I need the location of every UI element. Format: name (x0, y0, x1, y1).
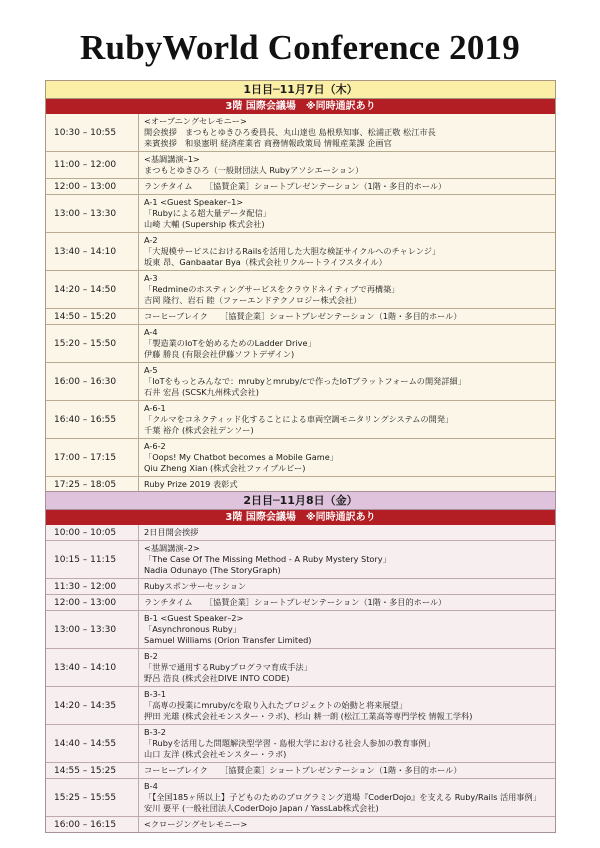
session-line: 「Oops! My Chatbot becomes a Mobile Game」 (144, 452, 338, 462)
session-details (139, 687, 555, 724)
session-line: コーヒーブレイク ［協賛企業］ショートプレゼンテーション（1階・多目的ホール） (144, 765, 462, 775)
time-slot: 16:00 – 16:30 (46, 363, 139, 400)
schedule-row (46, 578, 555, 594)
session-details (139, 309, 555, 324)
session-details (139, 817, 555, 832)
session-details (139, 595, 555, 610)
session-line: 石井 宏昌 (SCSK九州株式会社) (144, 387, 259, 397)
session-line: <オープニングセレモニー> (144, 116, 247, 126)
session-line: 「製造業のIoTを始めるためのLadder Drive」 (144, 338, 316, 348)
time-slot: 11:30 – 12:00 (46, 579, 139, 594)
schedule-row (46, 438, 555, 476)
session-line: Samuel Williams (Orion Transfer Limited) (144, 635, 312, 645)
session-line: <基調講演–1> (144, 154, 200, 164)
schedule-row (46, 114, 555, 151)
session-line: B-3-1 (144, 689, 166, 699)
time-slot: 14:50 – 15:20 (46, 309, 139, 324)
schedule-row (46, 724, 555, 762)
time-slot: 13:40 – 14:10 (46, 649, 139, 686)
schedule-row (46, 178, 555, 194)
time-slot: 14:20 – 14:50 (46, 271, 139, 308)
session-details (139, 649, 555, 686)
session-details (139, 525, 555, 540)
session-line: 千葉 裕介 (株式会社デンソー) (144, 425, 254, 435)
session-line: Qiu Zheng Xian (株式会社ファイブルビー) (144, 463, 306, 473)
session-line: 「【全国185ヶ所以上】子どものためのプログラミング道場『CoderDojo』を支える Ruby/Rails 活用事例」 (144, 792, 541, 802)
session-line: A-6-2 (144, 441, 166, 451)
session-line: 吉岡 隆行、岩石 睦（ファーエンドテクノロジー株式会社） (144, 295, 362, 305)
session-line: 「Rubyを活用した問題解決型学習 - 島根大学における社会人参加の教育事例」 (144, 738, 435, 748)
time-slot: 10:30 – 10:55 (46, 114, 139, 151)
time-slot: 10:00 – 10:05 (46, 525, 139, 540)
schedule-row (46, 232, 555, 270)
session-line: 「Asynchronous Ruby」 (144, 624, 241, 634)
session-line: 来賓挨拶 和泉憲明 経済産業省 商務情報政策局 情報産業課 企画官 (144, 138, 392, 148)
schedule-row (46, 324, 555, 362)
session-details (139, 271, 555, 308)
session-line: まつもとゆきひろ（一般財団法人 Rubyアソシエーション） (144, 165, 364, 175)
time-slot: 16:40 – 16:55 (46, 401, 139, 438)
session-line: Ruby Prize 2019 表彰式 (144, 479, 238, 489)
session-line: Rubyスポンサーセッション (144, 581, 247, 591)
time-slot: 15:25 – 15:55 (46, 779, 139, 816)
session-line: 「高専の授業にmruby/cを取り入れたプロジェクトの始動と将来展望」 (144, 700, 407, 710)
day2-rows (46, 525, 555, 832)
session-line: 伊藤 勝良 (有限会社伊藤ソフトデザイン) (144, 349, 295, 359)
session-details (139, 363, 555, 400)
session-line: A-1 <Guest Speaker–1> (144, 197, 244, 207)
time-slot: 13:00 – 13:30 (46, 611, 139, 648)
day1-header: 1日目─11月7日（木） (46, 81, 555, 99)
schedule-row (46, 594, 555, 610)
schedule-row (46, 525, 555, 540)
schedule-row (46, 648, 555, 686)
time-slot: 12:00 – 13:00 (46, 179, 139, 194)
session-line: B-3-2 (144, 727, 166, 737)
session-details (139, 179, 555, 194)
session-line: 「IoTをもっとみんなで：mrubyとmruby/cで作ったIoTプラットフォームの開発詳細」 (144, 376, 466, 386)
schedule-row (46, 194, 555, 232)
session-details (139, 114, 555, 151)
session-line: 山崎 大輔 (Supership 株式会社) (144, 219, 265, 229)
schedule-row (46, 308, 555, 324)
session-details (139, 611, 555, 648)
schedule-row (46, 540, 555, 578)
day2-schedule (45, 491, 556, 833)
session-line: B-4 (144, 781, 158, 791)
session-line: A-4 (144, 327, 158, 337)
session-line: 「Rubyによる超大量データ配信」 (144, 208, 271, 218)
session-line: 「The Case Of The Missing Method - A Ruby Mystery Story」 (144, 554, 391, 564)
session-line: A-6-1 (144, 403, 166, 413)
session-details (139, 325, 555, 362)
session-line: コーヒーブレイク ［協賛企業］ショートプレゼンテーション（1階・多目的ホール） (144, 311, 462, 321)
session-line: 安川 要平 (一般社団法人CoderDojo Japan / YassLab株式会社) (144, 803, 379, 813)
session-line: 「Redmineのホスティングサービスをクラウドネイティブで再構築」 (144, 284, 400, 294)
session-line: 押田 光雄 (株式会社モンスター・ラボ)、杉山 耕一朗 (松江工業高等専門学校 情報工学科) (144, 711, 473, 721)
time-slot: 17:00 – 17:15 (46, 439, 139, 476)
day1-rows (46, 114, 555, 508)
time-slot: 14:55 – 15:25 (46, 763, 139, 778)
day2-venue-banner: 3階 国際会議場 ※同時通訳あり (46, 510, 555, 525)
session-line: A-2 (144, 235, 158, 245)
session-line: 野呂 浩良 (株式会社DIVE INTO CODE) (144, 673, 290, 683)
session-details (139, 233, 555, 270)
session-details (139, 401, 555, 438)
session-line: 坂東 昂、Ganbaatar Bya（株式会社リクルートライフスタイル） (144, 257, 387, 267)
session-line: B-1 <Guest Speaker–2> (144, 613, 244, 623)
session-line: 「大規模サービスにおけるRailsを活用した大胆な検証サイクルへのチャレンジ」 (144, 246, 441, 256)
session-details (139, 152, 555, 178)
schedule-row (46, 400, 555, 438)
time-slot: 13:00 – 13:30 (46, 195, 139, 232)
session-line: 開会挨拶 まつもとゆきひろ委員長、丸山達也 島根県知事、松浦正敬 松江市長 (144, 127, 436, 137)
session-details (139, 541, 555, 578)
time-slot: 17:25 – 18:05 (46, 477, 139, 492)
schedule-row (46, 816, 555, 832)
session-details (139, 477, 555, 492)
session-details (139, 779, 555, 816)
page-title: RubyWorld Conference 2019 (80, 28, 520, 67)
schedule-row (46, 362, 555, 400)
session-line: ランチタイム ［協賛企業］ショートプレゼンテーション（1階・多目的ホール） (144, 181, 447, 191)
session-line: 「クルマをコネクティッド化することによる車両空調モニタリングシステムの開発」 (144, 414, 454, 424)
session-details (139, 195, 555, 232)
day2-header: 2日目─11月8日（金） (46, 492, 555, 510)
schedule-row (46, 686, 555, 724)
session-line: Nadia Odunayo (The StoryGraph) (144, 565, 281, 575)
time-slot: 12:00 – 13:00 (46, 595, 139, 610)
session-details (139, 725, 555, 762)
session-line: A-5 (144, 365, 158, 375)
schedule-row (46, 270, 555, 308)
day1-schedule (45, 80, 556, 509)
time-slot: 11:00 – 12:00 (46, 152, 139, 178)
session-line: 「世界で通用するRubyプログラマ育成手法」 (144, 662, 312, 672)
session-details (139, 763, 555, 778)
time-slot: 14:40 – 14:55 (46, 725, 139, 762)
schedule-row (46, 151, 555, 178)
session-line: 2日目開会挨拶 (144, 527, 199, 537)
session-line: ランチタイム ［協賛企業］ショートプレゼンテーション（1階・多目的ホール） (144, 597, 447, 607)
day1-venue-banner: 3階 国際会議場 ※同時通訳あり (46, 99, 555, 114)
session-line: <クロージングセレモニー> (144, 819, 248, 829)
session-line: 山口 友洋 (株式会社モンスター・ラボ) (144, 749, 287, 759)
time-slot: 13:40 – 14:10 (46, 233, 139, 270)
session-details (139, 579, 555, 594)
time-slot: 16:00 – 16:15 (46, 817, 139, 832)
session-line: B-2 (144, 651, 158, 661)
schedule-row (46, 610, 555, 648)
schedule-row (46, 762, 555, 778)
time-slot: 15:20 – 15:50 (46, 325, 139, 362)
time-slot: 14:20 – 14:35 (46, 687, 139, 724)
session-line: <基調講演–2> (144, 543, 200, 553)
schedule-row (46, 476, 555, 492)
schedule-row (46, 778, 555, 816)
session-line: A-3 (144, 273, 158, 283)
session-details (139, 439, 555, 476)
time-slot: 10:15 – 11:15 (46, 541, 139, 578)
